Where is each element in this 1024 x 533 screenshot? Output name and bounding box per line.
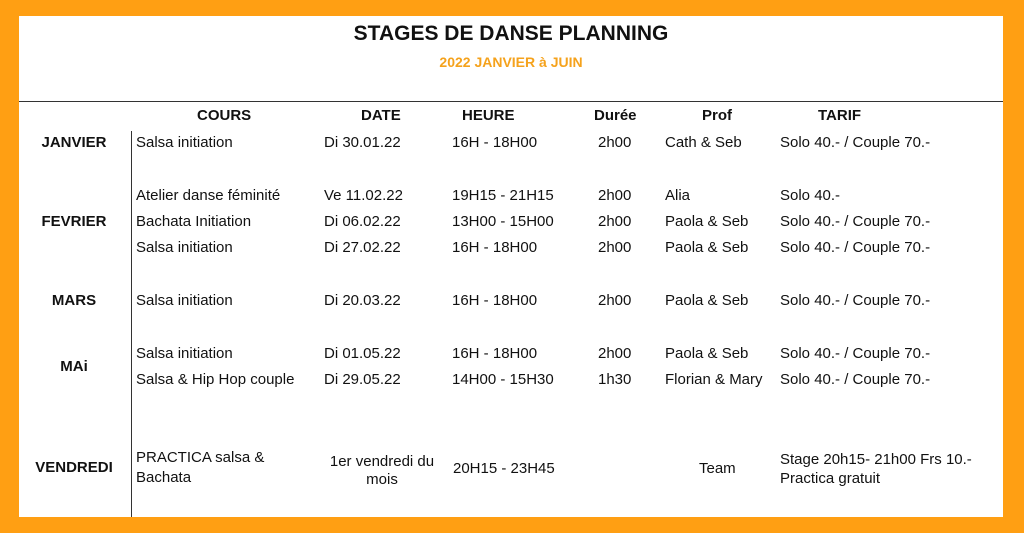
- cell-date: Di 20.03.22: [324, 292, 401, 309]
- cell-date: Ve 11.02.22: [324, 187, 403, 204]
- cell-heure: 13H00 - 15H00: [452, 213, 554, 230]
- cell-date: Di 30.01.22: [324, 134, 401, 151]
- cell-cours: Bachata Initiation: [136, 213, 252, 230]
- cell-heure: 16H - 18H00: [452, 292, 538, 309]
- practica-date-line1: 1er vendredi du: [329, 453, 435, 470]
- header-date: DATE: [361, 107, 401, 124]
- header-duree: Durée: [594, 107, 637, 124]
- month-mai: MAi: [60, 358, 88, 375]
- cell-prof: Florian & Mary: [665, 371, 763, 388]
- header-divider: [19, 101, 1003, 102]
- cell-duree: 2h00: [598, 213, 632, 230]
- cell-prof: Paola & Seb: [665, 345, 749, 362]
- cell-heure: 16H - 18H00: [452, 134, 538, 151]
- practica-prof: Team: [699, 460, 736, 477]
- practica-date-line2: mois: [366, 471, 398, 488]
- cell-duree: 2h00: [598, 345, 632, 362]
- cell-heure: 14H00 - 15H30: [452, 371, 554, 388]
- month-column-divider: [131, 131, 132, 517]
- cell-tarif: Solo 40.- / Couple 70.-: [780, 239, 931, 256]
- cell-prof: Paola & Seb: [665, 239, 749, 256]
- cell-date: Di 06.02.22: [324, 213, 401, 230]
- page-subtitle: 2022 JANVIER à JUIN: [439, 54, 583, 70]
- cell-date: Di 01.05.22: [324, 345, 401, 362]
- cell-cours: Salsa & Hip Hop couple: [136, 371, 295, 388]
- month-vendredi: VENDREDI: [35, 459, 113, 476]
- cell-prof: Alia: [665, 187, 691, 204]
- cell-cours: Salsa initiation: [136, 345, 233, 362]
- cell-duree: 2h00: [598, 239, 632, 256]
- cell-date: Di 27.02.22: [324, 239, 401, 256]
- practica-tarif-line2: Practica gratuit: [780, 470, 881, 487]
- cell-tarif: Solo 40.- / Couple 70.-: [780, 213, 931, 230]
- practica-tarif-line1: Stage 20h15- 21h00 Frs 10.-: [780, 451, 972, 468]
- cell-heure: 16H - 18H00: [452, 345, 538, 362]
- practica-heure: 20H15 - 23H45: [453, 460, 555, 477]
- cell-cours: Atelier danse féminité: [136, 187, 281, 204]
- cell-heure: 19H15 - 21H15: [452, 187, 554, 204]
- cell-tarif: Solo 40.-: [780, 187, 841, 204]
- cell-prof: Cath & Seb: [665, 134, 742, 151]
- month-mars: MARS: [51, 292, 97, 309]
- header-prof: Prof: [702, 107, 732, 124]
- cell-cours: Salsa initiation: [136, 292, 233, 309]
- cell-tarif: Solo 40.- / Couple 70.-: [780, 345, 931, 362]
- cell-date: Di 29.05.22: [324, 371, 401, 388]
- cell-duree: 2h00: [598, 187, 632, 204]
- cell-heure: 16H - 18H00: [452, 239, 538, 256]
- cell-prof: Paola & Seb: [665, 292, 749, 309]
- cell-cours: Salsa initiation: [136, 134, 233, 151]
- practica-cours-line1: PRACTICA salsa &: [136, 449, 265, 466]
- header-tarif: TARIF: [818, 107, 862, 124]
- cell-tarif: Solo 40.- / Couple 70.-: [780, 292, 931, 309]
- cell-duree: 1h30: [598, 371, 632, 388]
- cell-tarif: Solo 40.- / Couple 70.-: [780, 134, 931, 151]
- cell-duree: 2h00: [598, 134, 632, 151]
- practica-cours-line2: Bachata: [136, 469, 192, 486]
- cell-cours: Salsa initiation: [136, 239, 233, 256]
- month-janvier: JANVIER: [41, 134, 107, 151]
- cell-tarif: Solo 40.- / Couple 70.-: [780, 371, 931, 388]
- page-title: STAGES DE DANSE PLANNING: [353, 22, 669, 45]
- cell-prof: Paola & Seb: [665, 213, 749, 230]
- schedule-card: [19, 16, 1003, 517]
- header-cours: COURS: [197, 107, 252, 124]
- cell-duree: 2h00: [598, 292, 632, 309]
- month-fevrier: FEVRIER: [41, 213, 107, 230]
- header-heure: HEURE: [462, 107, 515, 124]
